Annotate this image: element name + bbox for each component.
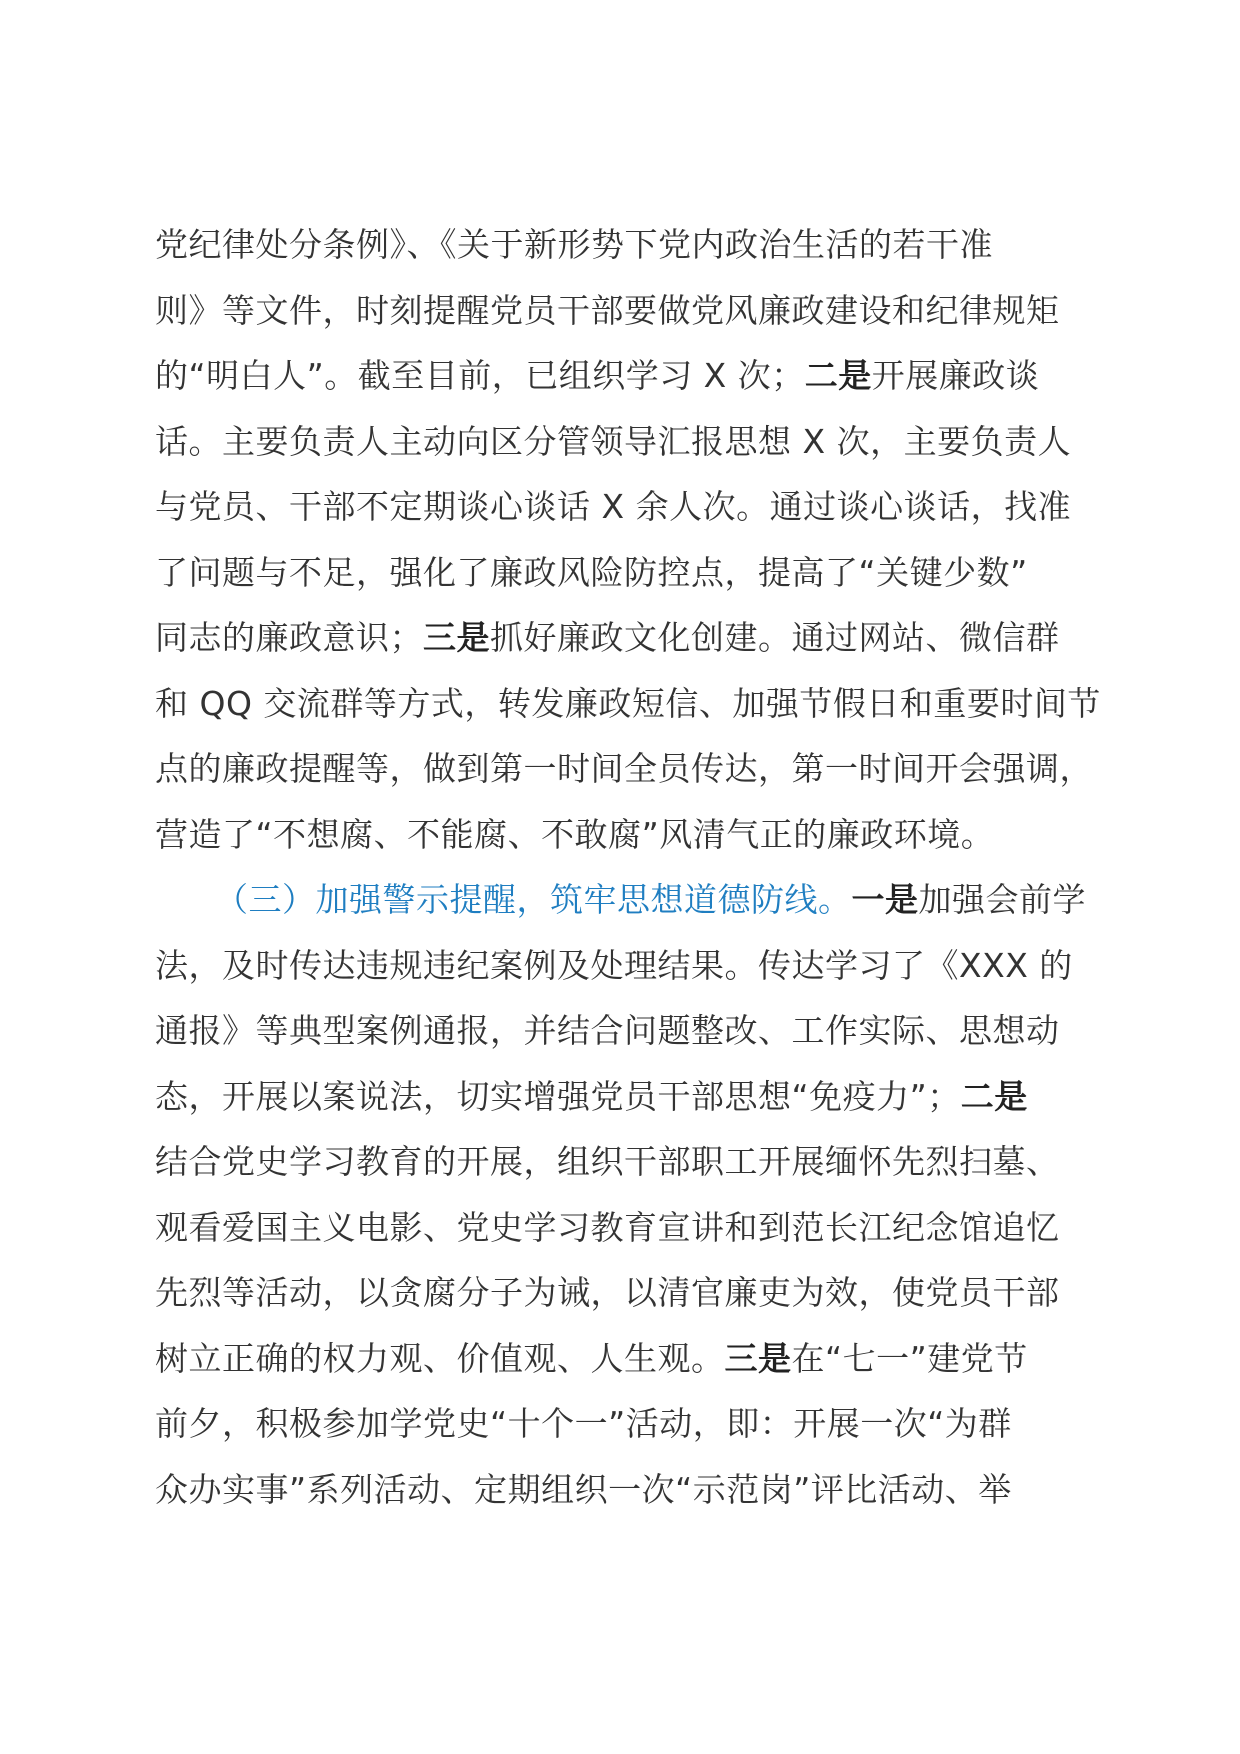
text-line	[155, 343, 1095, 409]
bold-ordinal: 三是	[423, 618, 490, 657]
text-segment: 众办实事”系列活动、定期组织一次“示范岗”评比活动、举	[155, 1469, 1012, 1509]
text-line	[155, 409, 1095, 475]
text-line	[155, 867, 1095, 933]
text-segment: 党纪律处分条例》、《关于新形势下党内政治生活的若干准	[155, 225, 993, 264]
text-segment: 先烈等活动，以贪腐分子为诫，以清官廉吏为效，使党员干部	[155, 1273, 1060, 1312]
text-segment: 观看爱国主义电影、党史学习教育宣讲和到范长江纪念馆追忆	[155, 1207, 1060, 1247]
text-segment: 加强会前学	[918, 880, 1086, 919]
text-line	[155, 212, 1095, 278]
text-segment: 了问题与不足，强化了廉政风险防控点，提高了“关键少数”	[155, 552, 1028, 592]
body-text	[155, 212, 1101, 1522]
text-segment: 开展廉政谈	[871, 356, 1040, 395]
text-segment: 同志的廉政意识；	[155, 618, 423, 657]
text-segment: 营造了“不想腐、不能腐、不敢腐”风清气正的廉政环境。	[155, 814, 995, 854]
bold-ordinal: 二是	[804, 356, 872, 395]
text-line	[155, 474, 1095, 540]
text-segment: 和 QQ 交流群等方式，转发廉政短信、加强节假日和重要时间节	[155, 683, 1101, 723]
bold-ordinal: 一是	[851, 880, 919, 919]
text-line	[155, 278, 1095, 344]
text-segment: 通报》等典型案例通报，并结合问题整改、工作实际、思想动	[155, 1011, 1060, 1050]
text-segment: 态，开展以案说法，切实增强党员干部思想“免疫力”；	[155, 1076, 961, 1116]
text-line	[155, 1195, 1095, 1261]
text-line	[155, 540, 1095, 606]
bold-ordinal: 二是	[960, 1076, 1028, 1116]
text-segment: 则》等文件，时刻提醒党员干部要做党风廉政建设和纪律规矩	[155, 290, 1060, 330]
text-line	[155, 998, 1095, 1064]
text-line	[155, 605, 1095, 671]
text-line	[155, 671, 1101, 737]
text-segment: 前夕，积极参加学党史“十个一”活动，即：开展一次“为群	[155, 1404, 1012, 1443]
text-segment: 话。主要负责人主动向区分管领导汇报思想 X 次，主要负责人	[155, 421, 1072, 461]
text-segment: 点的廉政提醒等，做到第一时间全员传达，第一时间开会强调，	[155, 749, 1093, 788]
text-line	[155, 1391, 1095, 1457]
text-line	[155, 1064, 1095, 1130]
text-line	[155, 736, 1095, 802]
text-segment: 树立正确的权力观、价值观、人生观。	[155, 1338, 725, 1378]
text-line	[155, 933, 1095, 999]
text-line	[155, 1260, 1095, 1326]
text-segment: 与党员、干部不定期谈心谈话 X 余人次。通过谈心谈话，找准	[155, 487, 1072, 526]
text-line	[155, 802, 1095, 868]
text-segment: 结合党史学习教育的开展，组织干部职工开展缅怀先烈扫墓、	[155, 1142, 1060, 1181]
section-heading: （三）加强警示提醒，筑牢思想道德防线。	[215, 880, 852, 919]
text-segment: 抓好廉政文化创建。通过网站、微信群	[490, 618, 1060, 657]
text-line	[155, 1129, 1095, 1195]
text-segment: 的“明白人”。截至目前，已组织学习 X 次；	[155, 356, 805, 395]
bold-ordinal: 三是	[724, 1338, 792, 1378]
text-line	[155, 1326, 1095, 1392]
text-line	[155, 1457, 1095, 1523]
text-segment: 法，及时传达违规违纪案例及处理结果。传达学习了《XXX 的	[155, 945, 1073, 985]
text-segment: 在“七一”建党节	[791, 1338, 1028, 1378]
